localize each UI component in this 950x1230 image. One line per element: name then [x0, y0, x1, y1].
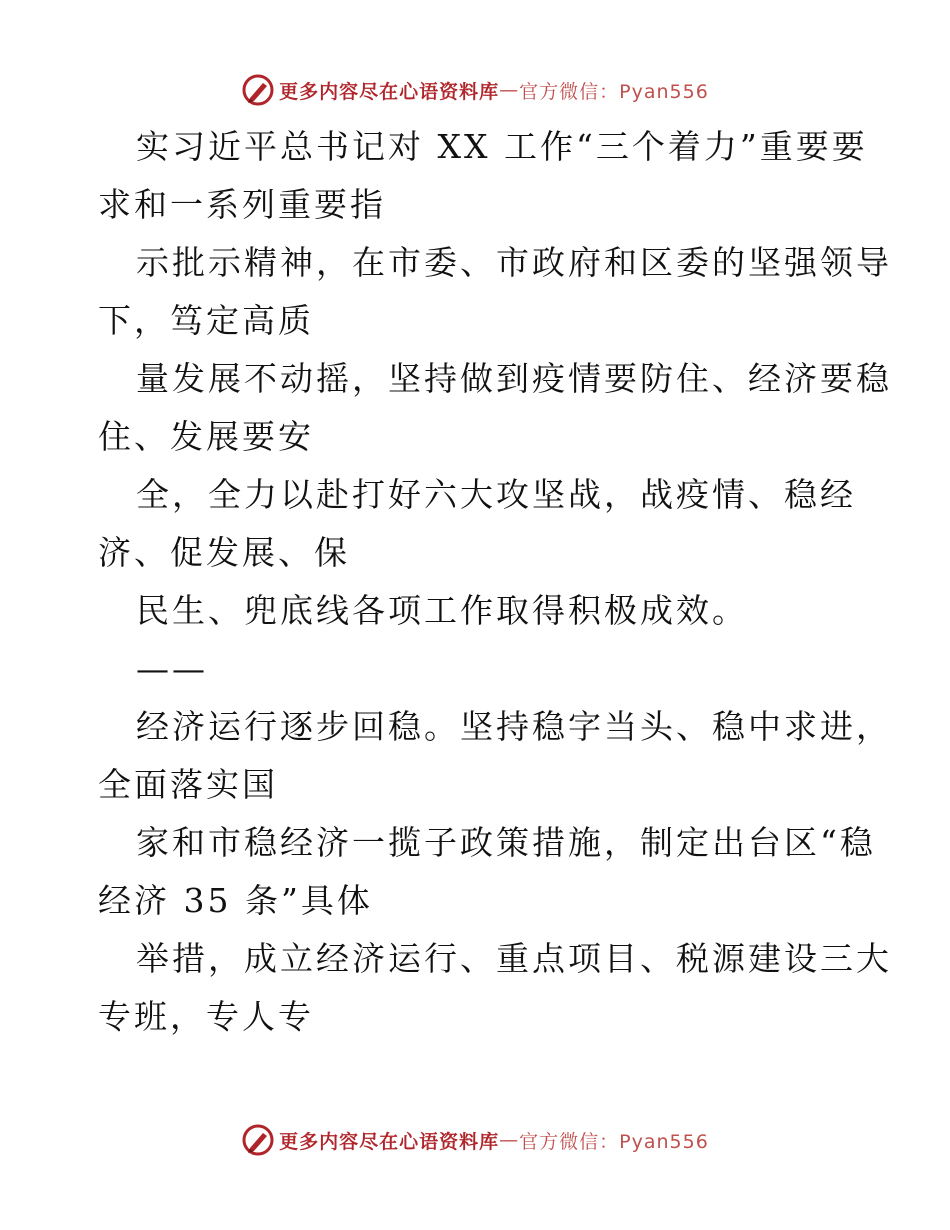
header-brand-text: 更多内容尽在心语资料库	[279, 80, 500, 103]
text-line: 下，笃定高质	[98, 301, 314, 340]
text-line: 家和市稳经济一揽子政策措施，制定出台区“稳	[136, 823, 876, 862]
text-line: 住、发展要安	[98, 417, 314, 456]
pen-logo-icon	[241, 1123, 275, 1157]
text-line: 全面落实国	[98, 765, 278, 804]
text-line: 量发展不动摇，坚持做到疫情要防住、经济要稳	[136, 359, 892, 398]
text-line: 求和一系列重要指	[98, 185, 386, 224]
pen-logo-icon	[241, 73, 275, 107]
document-body	[98, 118, 892, 1046]
text-line: 示批示精神，在市委、市政府和区委的坚强领导	[136, 243, 892, 282]
footer-wechat-text: 官方微信：Pyan556	[519, 1130, 709, 1153]
text-line: 经济 35 条”具体	[98, 881, 373, 920]
footer-dash: —	[499, 1129, 520, 1151]
text-line: 济、促发展、保	[98, 533, 350, 572]
text-line: 举措，成立经济运行、重点项目、税源建设三大	[136, 939, 892, 978]
header-dash: —	[499, 79, 520, 101]
footer-brand-text: 更多内容尽在心语资料库	[279, 1130, 500, 1153]
text-line: ——	[136, 649, 208, 688]
header-wechat-text: 官方微信：Pyan556	[519, 80, 709, 103]
footer-banner	[0, 1120, 950, 1160]
header-banner	[0, 70, 950, 110]
text-line: 全，全力以赴打好六大攻坚战，战疫情、稳经	[136, 475, 856, 514]
text-line: 实习近平总书记对 XX 工作“三个着力”重要要	[136, 127, 868, 166]
text-line: 民生、兜底线各项工作取得积极成效。	[136, 591, 748, 630]
text-line: 经济运行逐步回稳。坚持稳字当头、稳中求进，	[136, 707, 892, 746]
text-line: 专班，专人专	[98, 997, 314, 1036]
